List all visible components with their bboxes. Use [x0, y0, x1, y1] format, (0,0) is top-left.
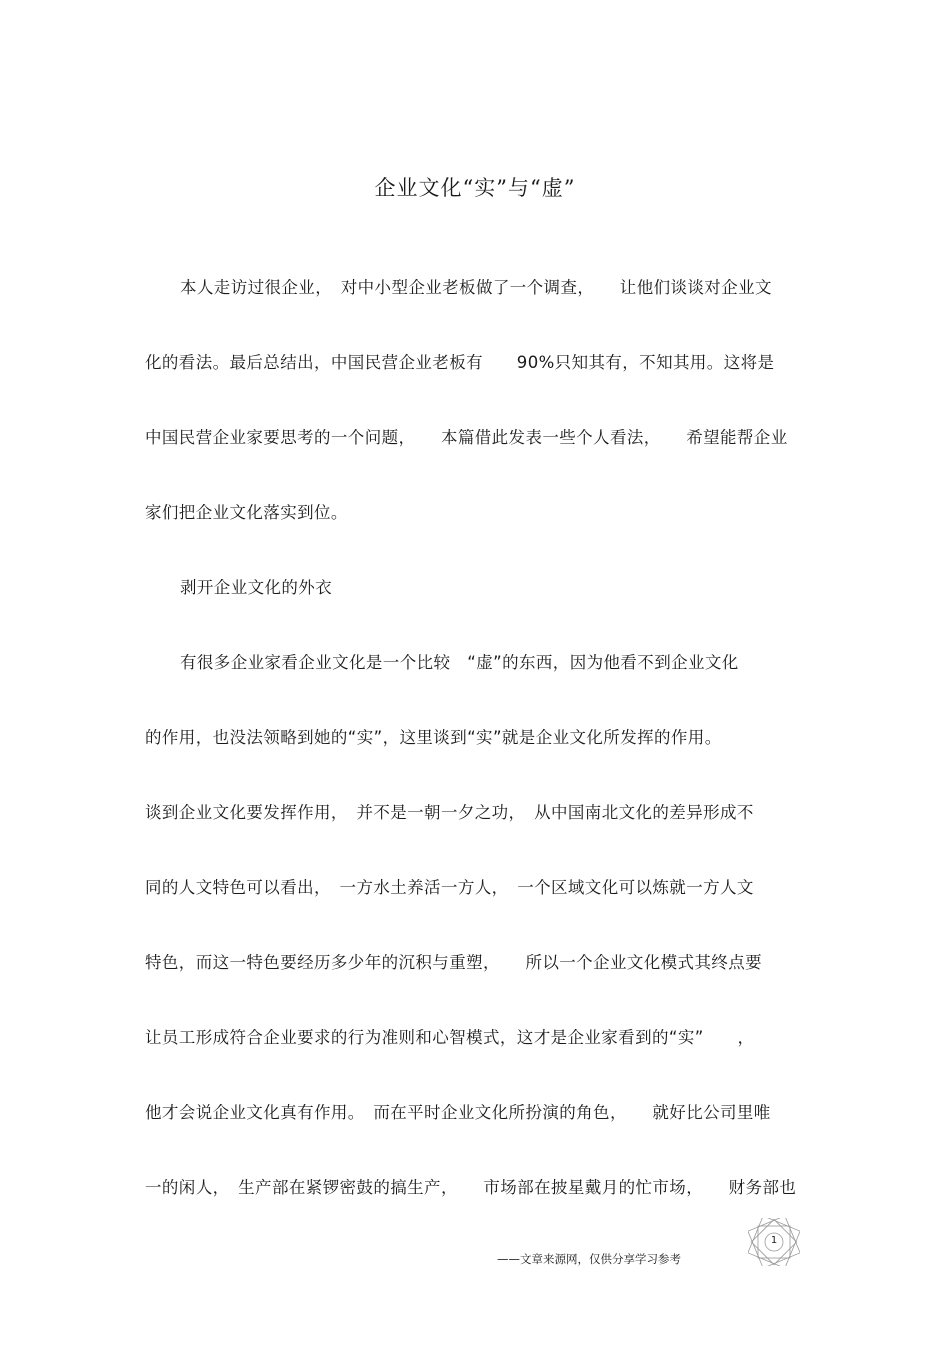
page-title: 企业文化“实”与“虚” — [374, 176, 576, 200]
section-heading: 剥开企业文化的外衣 — [180, 578, 333, 597]
paragraph-line: 有很多企业家看企业文化是一个比较 “虚”的东西，因为他看不到企业文化 — [180, 653, 739, 672]
paragraph-line: 家们把企业文化落实到位。 — [145, 503, 348, 522]
paragraph-line: 中国民营企业家要思考的一个问题， 本篇借此发表一些个人看法， 希望能帮企业 — [145, 428, 788, 447]
paragraph-line: 一的闲人， 生产部在紧锣密鼓的搞生产， 市场部在披星戴月的忙市场， 财务部也 — [145, 1178, 797, 1197]
paragraph-line: 的作用，也没法领略到她的“实”，这里谈到“实”就是企业文化所发挥的作用。 — [145, 728, 722, 747]
paragraph-line: 本人走访过很企业， 对中小型企业老板做了一个调查， 让他们谈谈对企业文 — [180, 278, 772, 297]
paragraph-line: 让员工形成符合企业要求的行为准则和心智模式，这才是企业家看到的“实” ， — [145, 1028, 755, 1047]
paragraph-line: 他才会说企业文化真有作用。 而在平时企业文化所扮演的角色， 就好比公司里唯 — [145, 1103, 771, 1122]
footer-source-note: ——文章来源网，仅供分享学习参考 — [497, 1252, 681, 1266]
paragraph-line: 同的人文特色可以看出， 一方水土养活一方人， 一个区域文化可以炼就一方人文 — [145, 878, 754, 897]
paragraph-line: 特色，而这一特色要经历多少年的沉积与重塑， 所以一个企业文化模式其终点要 — [145, 953, 763, 972]
page-number: 1 — [770, 1235, 778, 1246]
paragraph-line: 化的看法。最后总结出，中国民营企业老板有 90%只知其有，不知其用。这将是 — [145, 353, 775, 372]
paragraph-line: 谈到企业文化要发挥作用， 并不是一朝一夕之功， 从中国南北文化的差异形成不 — [145, 803, 754, 822]
